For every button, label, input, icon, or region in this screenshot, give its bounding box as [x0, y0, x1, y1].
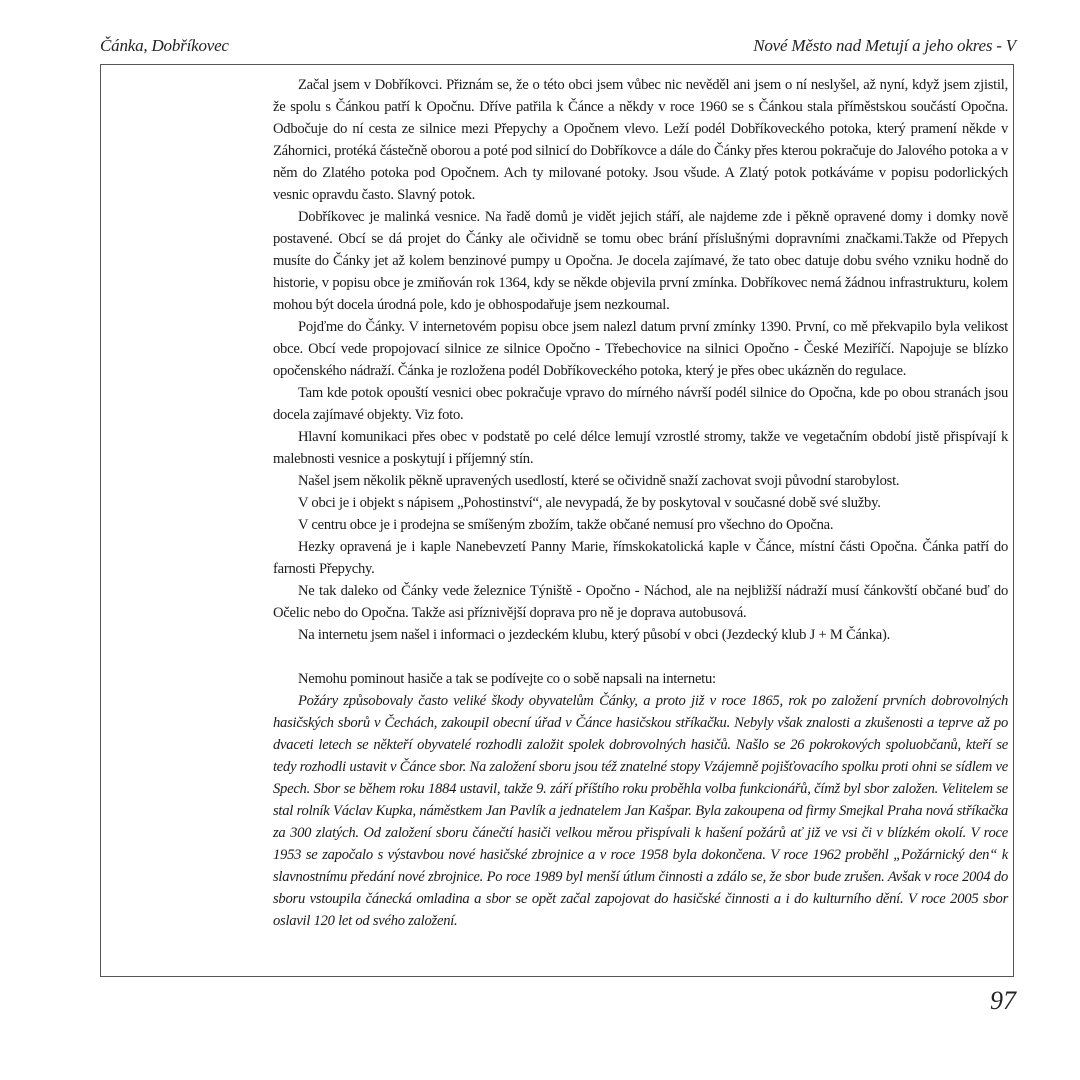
paragraph: V obci je i objekt s nápisem „Pohostinství“, ale nevypadá, že by poskytoval v současné době své služby. [298, 495, 881, 511]
quote-intro: Nemohu pominout hasiče a tak se podívejte co o sobě napsali na internetu: [298, 671, 716, 687]
paragraph: Hlavní komunikaci přes obec v podstatě po celé délce lemují vzrostlé stromy, takže ve vegetačním období jistě přispívají k malebnosti vesnice a poskytují i příjemný stín. [273, 429, 1008, 467]
body-text [273, 74, 1008, 932]
running-head-left: Čánka, Dobříkovec [100, 36, 229, 55]
paragraph-gap [273, 646, 1008, 668]
paragraph: Ne tak daleko od Čánky vede železnice Týniště - Opočno - Náchod, ale na nejbližší nádraží musí čánkovští občané buď do Očelic nebo do Opočna. Takže asi příznivější doprava pro ně je doprava autobusová. [273, 583, 1008, 621]
paragraph: Pojďme do Čánky. V internetovém popisu obce jsem nalezl datum první zmínky 1390. První, co mě překvapilo byla velikost obce. Obcí vede propojovací silnice ze silnice Opočno - Třebechovice na silnici Opočno - České Meziříčí. Napojuje se blízko opočenského nádraží. Čánka je rozložena podél Dobříkoveckého potoka, který je přes obec ukázněn do regulace. [273, 319, 1008, 379]
paragraph: Dobříkovec je malinká vesnice. Na řadě domů je vidět jejich stáří, ale najdeme zde i pěkně opravené domy i domky nově postavené. Obcí se dá projet do Čánky ale očividně se tomu obec brání příslušnými dopravními značkami.Takže od Přepych musíte do Čánky jet až kolem benzinové pumpy u Opočna. Je docela zajímavé, že tato obec datuje dobu svého vzniku hodně do historie, v popisu obce je zmiňován rok 1364, kdy se někde objevila první zmínka. Dobříkovec nemá žádnou infrastrukturu, kolem mohou být docela úrodná pole, kdo je obhospodařuje jsem nezkoumal. [273, 209, 1008, 313]
running-head-right: Nové Město nad Metují a jeho okres - V [753, 36, 1016, 55]
page-number: 97 [990, 986, 1016, 1015]
paragraph: Hezky opravená je i kaple Nanebevzetí Panny Marie, římskokatolická kaple v Čánce, místní části Opočna. Čánka patří do farnosti Přepychy. [273, 539, 1008, 577]
paragraph: V centru obce je i prodejna se smíšeným zbožím, takže občané nemusí pro všechno do Opočna. [298, 517, 834, 533]
paragraph: Začal jsem v Dobříkovci. Přiznám se, že o této obci jsem vůbec nic nevěděl ani jsem o ní neslyšel, až nyní, když jsem zjistil, že spolu s Čánkou patří k Opočnu. Dříve patřila k Čánce a někdy v roce 1960 se s Čánkou stala příměstskou součástí Opočna. Odbočuje do ní cesta ze silnice mezi Přepychy a Opočnem vlevo. Leží podél Dobříkoveckého potoka, který pramení někde v Záhornici, protéká částečně oborou a poté pod silnicí do Dobříkovce a dále do Čánky přes kterou pokračuje do Jalového potoka a v něm do Zlatého potoka pod Opočnem. Ach ty milované potoky. Jsou všude. A Zlatý potok potkáváme v popisu podorlických vesnic opravdu často. Slavný potok. [273, 77, 1008, 203]
quoted-text: Požáry způsobovaly často veliké škody obyvatelům Čánky, a proto již v roce 1865, rok po založení prvních dobrovolných hasičských sborů v Čechách, zakoupil obecní úřad v Čánce hasičskou stříkačku. Nebyly však znalosti a zkušenosti a teprve až po dvaceti letech se někteří obyvatelé rozhodli založit spolek dobrovolných hasičů. Našlo se 26 pokrokových spoluobčanů, kteří se tedy rozhodli ustavit v Čánce sbor. Na založení sboru jsou též znatelné stopy Vzájemně pojišťovacího spolku proti ohni se sídlem ve Spech. Sbor se během roku 1884 ustavil, takže 9. září příštího roku proběhla volba funkcionářů, čímž byl sbor založen. Velitelem se stal rolník Václav Kupka, náměstkem Jan Pavlík a jednatelem Jan Kašpar. Byla zakoupena od firmy Smejkal Praha nová stříkačka za 300 zlatých. Od založení sboru čánečtí hasiči velkou měrou přispívali k hašení požárů ať již ve vsi či v blízkém okolí. V roce 1953 se započalo s výstavbou nové hasičské zbrojnice a v roce 1958 byla dokončena. V roce 1962 proběhl „Požárnický den“ k slavnostnímu předání nové zbrojnice. Po roce 1989 byl menší útlum činnosti a zdálo se, že sbor bude zrušen. Avšak v roce 2004 do sboru vstoupila čánecká omladina a sbor se opět začal zapojovat do hasičské činnosti a i do kulturního dění. V roce 2005 sbor oslavil 120 let od svého založení. [273, 693, 1008, 929]
paragraph: Našel jsem několik pěkně upravených usedlostí, které se očividně snaží zachovat svoji původní starobylost. [298, 473, 900, 489]
paragraph: Na internetu jsem našel i informaci o jezdeckém klubu, který působí v obci (Jezdecký klub J + M Čánka). [298, 627, 891, 643]
paragraph: Tam kde potok opouští vesnici obec pokračuje vpravo do mírného návrší podél silnice do Opočna, kde po obou stranách jsou docela zajímavé objekty. Viz foto. [273, 385, 1008, 423]
